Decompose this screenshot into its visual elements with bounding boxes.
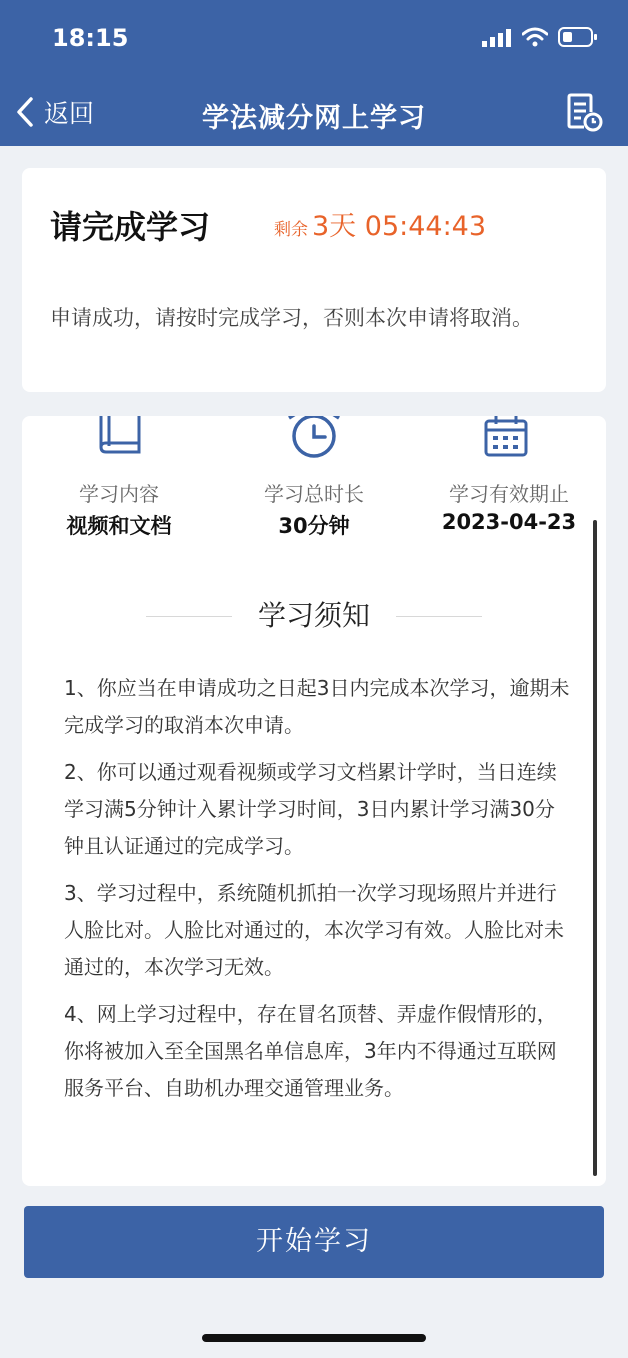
page-title: 学法减分网上学习 (202, 103, 426, 134)
start-study-button[interactable]: 开始学习 (24, 1206, 604, 1278)
application-message: 申请成功，请按时完成学习，否则本次申请将取消。 (50, 306, 533, 330)
book-icon (22, 416, 216, 466)
divider (396, 616, 482, 617)
info-label: 学习总时长 (264, 482, 364, 506)
info-item-duration (217, 416, 411, 538)
notice-title: 学习须知 (257, 599, 370, 632)
battery-icon (558, 26, 598, 48)
info-item-content (22, 416, 216, 538)
clock-icon (217, 416, 411, 466)
calendar-icon (412, 416, 606, 466)
study-info-card (22, 416, 606, 1186)
info-label: 学习内容 (79, 482, 159, 506)
rule-item: 1、你应当在申请成功之日起3日内完成本次学习，逾期未完成学习的取消本次申请。 (64, 676, 570, 737)
countdown-label: 剩余 (274, 220, 308, 240)
info-label: 学习有效期止 (449, 482, 569, 506)
back-label: 返回 (44, 99, 95, 128)
info-value: 30分钟 (278, 514, 350, 538)
signal-icon (482, 27, 512, 47)
countdown (274, 204, 486, 243)
rule-item: 3、学习过程中，系统随机抓拍一次学习现场照片并进行人脸比对。人脸比对通过的，本次学习有效。人脸比对未通过的，本次学习无效。 (64, 881, 564, 979)
rule-item: 2、你可以通过观看视频或学习文档累计学时，当日连续学习满5分钟计入累计学习时间，3日内累计学习满30分钟且认证通过的完成学习。 (64, 760, 557, 858)
notice-header (22, 594, 606, 634)
notice-rules (64, 670, 570, 1117)
rule-item: 4、网上学习过程中，存在冒名顶替、弄虚作假情形的，你将被加入至全国黑名单信息库，3年内不得通过互联网服务平台、自助机办理交通管理业务。 (64, 1002, 557, 1100)
wifi-icon (522, 27, 548, 47)
card-title: 请完成学习 (50, 208, 211, 246)
status-card (22, 168, 606, 392)
scrollbar[interactable] (593, 520, 597, 1176)
info-value: 2023-04-23 (441, 510, 577, 534)
info-value: 视频和文档 (66, 514, 172, 538)
home-indicator[interactable] (202, 1334, 426, 1342)
status-icons (482, 26, 598, 48)
status-bar (0, 0, 628, 80)
record-clock-icon (564, 92, 604, 132)
info-item-validity (412, 416, 606, 534)
countdown-value: 3天 05:44:43 (312, 211, 487, 242)
study-record-button[interactable] (564, 92, 604, 132)
nav-bar (0, 80, 628, 146)
status-time: 18:15 (52, 24, 129, 52)
